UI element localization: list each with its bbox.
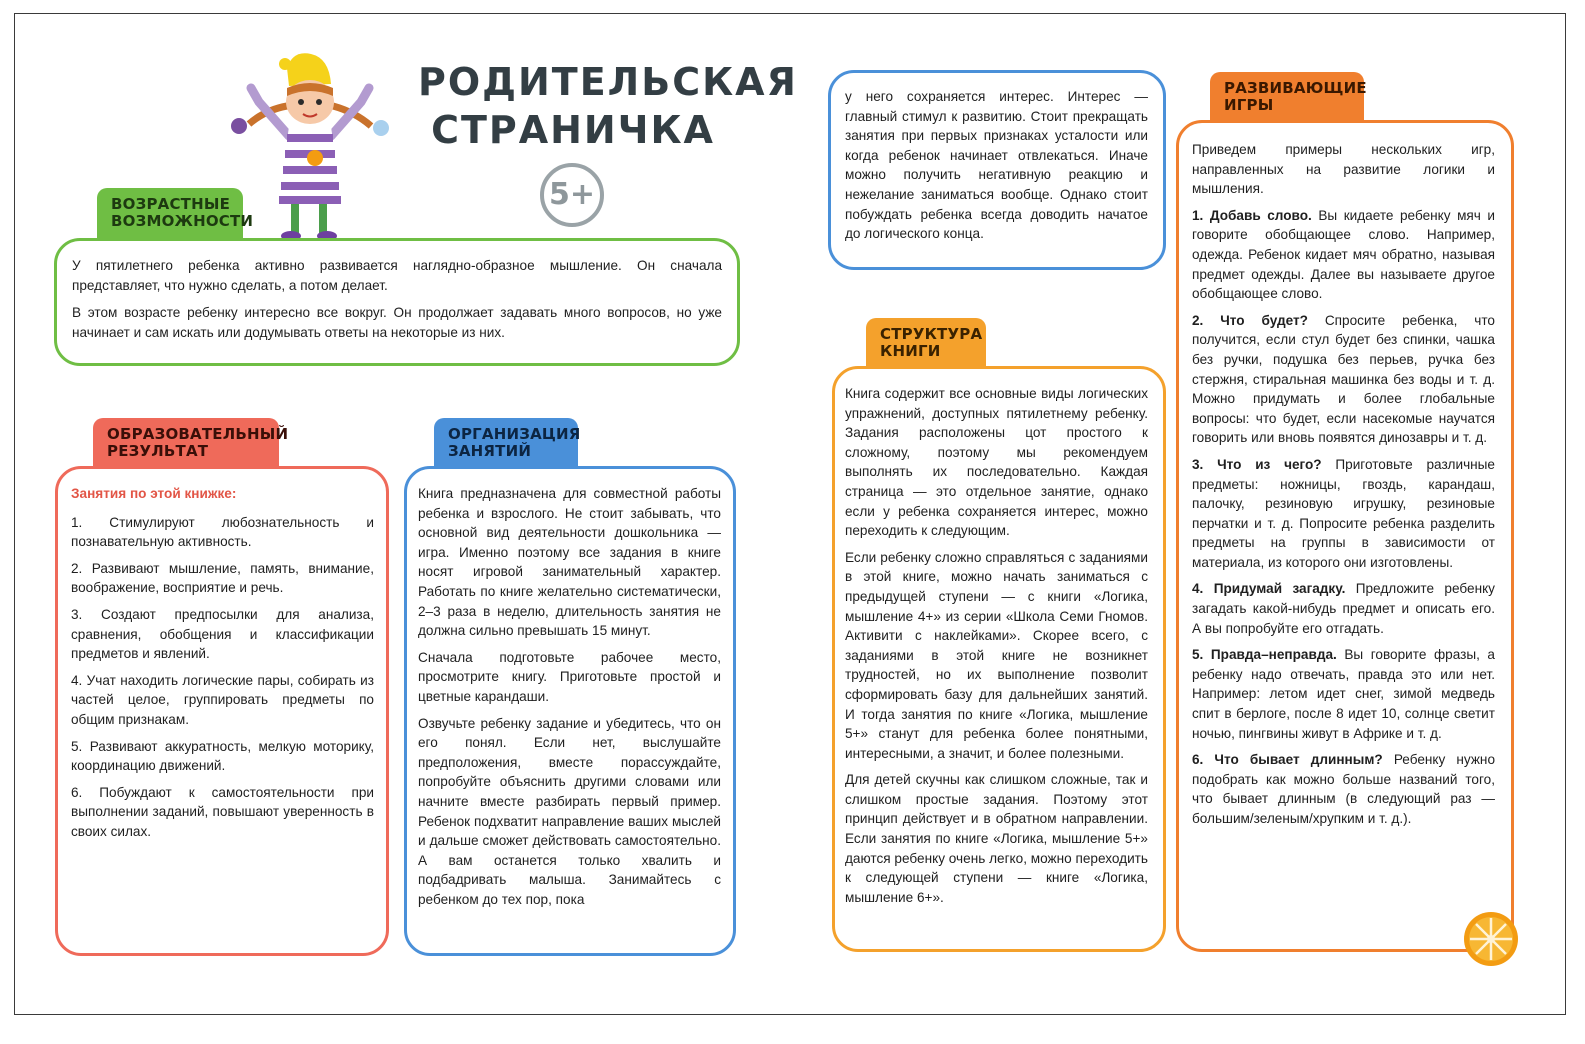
- game-item: 3. Что из чего? Приготовьте различные предметы: ножницы, гвоздь, карандаш, палочку, резиновую игрушку, резиновые перчатки и т. д. Попросите ребенка разделить предметы на группы в зависимости от материала, из которого они изготовлены.: [1192, 456, 1495, 570]
- edu-item: 4. Учат находить логические пары, собирать из частей целое, группировать предметы по общим признакам.: [71, 672, 374, 727]
- org-section-label: ОРГАНИЗАЦИЯ ЗАНЯТИЙ: [434, 418, 578, 470]
- page-title: РОДИТЕЛЬСКАЯ СТРАНИЧКА: [418, 60, 798, 152]
- org-section-text: Книга предназначена для совместной работы ребенка и взрослого. Не стоит забывать, что основной вид деятельности дошкольника — игра. Именно поэтому все задания в книге носят игровой занимательный характер. Работать по книге желательно систематически, 2–3 раза в неделю, длительность занятия не должна сильно превышать 15 минут. Сначала подготовьте рабочее место, просмотрите книгу. Приготовьте простой и цветные карандаши. Озвучьте ребенку задание и убедитесь, что он его понял. Если нет, выслушайте предположения, вместе порассуждайте, попробуйте объяснить другими словами или начните вместе разбирать первый пример. Ребенок подхватит направление ваших мыслей и дальше сможет действовать самостоятельно. А вам останется только хвалить и подбадривать малыша. Занимайтесь с ребенком до тех пор, пока: [418, 486, 721, 907]
- game-item: 6. Что бывает длинным? Ребенку нужно подобрать как можно больше названий того, что бывает длинным (в следующий раз — большим/зеленым/хрупким и т. д.).: [1192, 752, 1495, 826]
- games-section-text: [1192, 140, 1495, 836]
- edu-item: 3. Создают предпосылки для анализа, сравнения, обобщения и классификации предметов и явлений.: [71, 606, 374, 662]
- edu-item: 2. Развивают мышление, память, внимание, воображение, восприятие и речь.: [71, 560, 374, 596]
- game-item: 1. Добавь слово. Вы кидаете ребенку мяч и говорите обобщающее слово. Например, одежда. Ребенок кидает мяч обратно, называя предмет одежды. Далее вы называете другое обобщающее слово.: [1192, 207, 1495, 302]
- game-item: 2. Что будет? Спросите ребенка, что получится, если стул будет без спинки, чашка без ручки, подушка без перьев, ручка без стержня, стиральная машинка без воды и т. д. Можно придумать и более глобальные вопросы: что будет, если насекомые научатся говорить или вновь появятся динозавры и т. д.: [1192, 312, 1495, 446]
- age-section-label: ВОЗРАСТНЫЕ ВОЗМОЖНОСТИ: [97, 188, 243, 240]
- edu-subheading: Занятия по этой книжке:: [71, 486, 237, 501]
- structure-section-label: СТРУКТУРА КНИГИ: [866, 318, 986, 370]
- edu-item: 5. Развивают аккуратность, мелкую моторику, координацию движений.: [71, 738, 374, 774]
- orange-slice-icon: [1462, 910, 1520, 968]
- game-item: 4. Придумай загадку. Предложите ребенку загадать какой-нибудь предмет и описать его. А вы попробуйте его отгадать.: [1192, 581, 1495, 636]
- edu-section-text: [71, 484, 374, 849]
- games-intro: Приведем примеры нескольких игр, направленных на развитие логики и мышления.: [1192, 142, 1495, 197]
- age-badge: 5+: [540, 163, 604, 227]
- age-section-text: У пятилетнего ребенка активно развивается наглядно-образное мышление. Он сначала представляет, что нужно сделать, а потом делает. В этом возрасте ребенку интересно все вокруг. Он продолжает задавать много вопросов, но уже начинает и сам искать или додумывать ответы на некоторые из них.: [72, 258, 722, 340]
- edu-item: 1. Стимулируют любознательность и познавательную активность.: [71, 514, 374, 550]
- games-section-label: РАЗВИВАЮЩИЕ ИГРЫ: [1210, 72, 1364, 124]
- structure-section-text: Книга содержит все основные виды логических упражнений, доступных пятилетнему ребенку. Задания расположены цот простого к сложному, поэтому мы рекомендуем выполнять их последовательно. Каждая страница — это отдельное занятие, однако если у ребенка сохраняется интерес, можно переходить к следующим. Если ребенку сложно справляться с заданиями в этой книге, можно начать заниматься с предыдущей ступени — с книги «Логика, мышление 4+» из серии «Школа Семи Гномов. Активити с наклейками». Скорее всего, с заданиями в этой книге не возникнет трудностей, но их выполнение позволит сформировать базу для дальнейших занятий. И тогда занятия по книге «Логика, мышление 5+» станут для ребенка более понятными, интересными, а значит, и более полезными. Для детей скучны как слишком сложные, так и слишком простые задания. Поэтому этот принцип действует и в обратном направлении. Если занятия по книге «Логика, мышление 5+» даются ребенку очень легко, можно переходить к следующей ступени — книге «Логика, мышление 6+».: [845, 386, 1148, 905]
- continued-text: у него сохраняется интерес. Интерес — главный стимул к развитию. Стоит прекращать занятия при первых признаках усталости или когда ребенок начинает отвлекаться. Иначе можно получить негативную реакцию и нежелание заниматься вообще. Однако стоит побуждать ребенка всегда доводить начатое до логического конца.: [845, 89, 1148, 242]
- edu-item: 6. Побуждают к самостоятельности при выполнении заданий, повышают уверенность в своих силах.: [71, 784, 374, 839]
- edu-section-label: ОБРАЗОВАТЕЛЬНЫЙ РЕЗУЛЬТАТ: [93, 418, 279, 470]
- game-item: 5. Правда–неправда. Вы говорите фразы, а ребенку надо отвечать, правда это или нет. Например: летом идет снег, зимой медведь спит в берлоге, после 8 идет 10, солнце светит ночью, пингвины живут в Африке и т. д.: [1192, 647, 1495, 741]
